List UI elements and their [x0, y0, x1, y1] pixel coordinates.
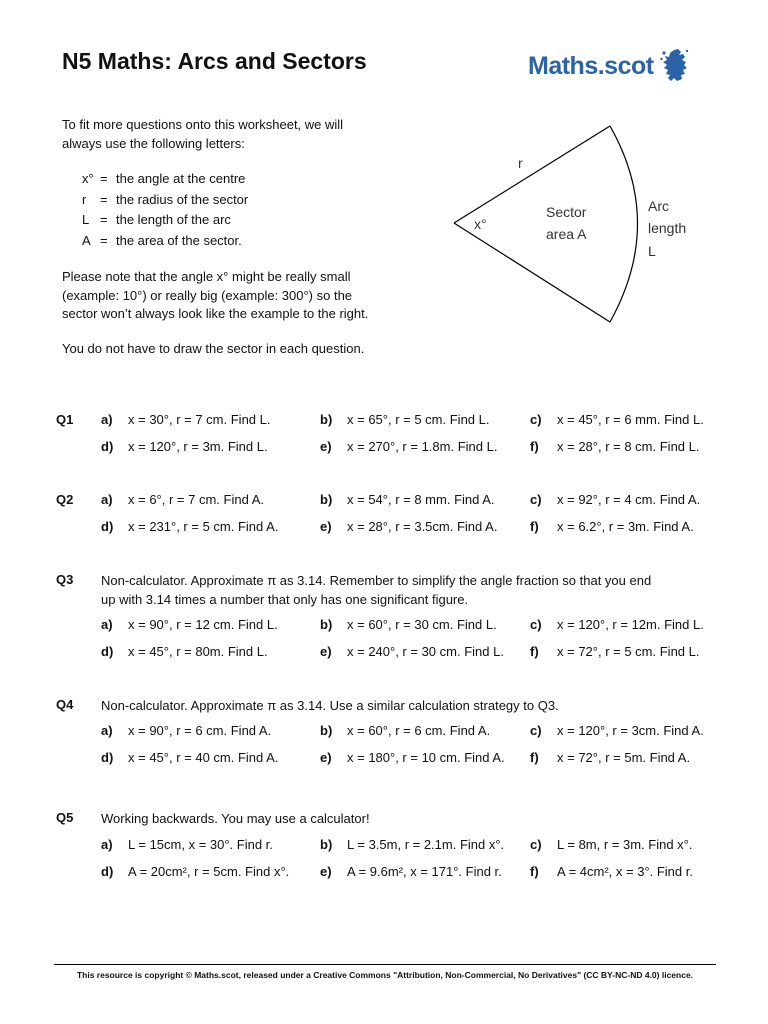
question-part-text: x = 6°, r = 7 cm. Find A.	[128, 492, 264, 507]
definition-symbol: x°	[82, 171, 94, 186]
intro-text	[62, 116, 343, 153]
definition-symbol: A	[82, 232, 91, 248]
question-part-text: x = 92°, r = 4 cm. Find A.	[557, 492, 701, 507]
question-part-label: b)	[320, 617, 333, 632]
arc-label: L	[648, 243, 656, 259]
question-part-label: e)	[320, 519, 332, 534]
question-part-text: x = 120°, r = 12m. Find L.	[557, 617, 704, 632]
note-line: Please note that the angle x° might be really small	[62, 269, 351, 284]
question-instruction: Working backwards. You may use a calculator!	[101, 811, 370, 826]
question-part-label: b)	[320, 837, 333, 852]
question-part-label: f)	[530, 519, 539, 534]
question-part-text: L = 15cm, x = 30°. Find r.	[128, 837, 273, 852]
question-number: Q2	[56, 492, 74, 507]
question-part-label: b)	[320, 723, 333, 738]
question-part-label: d)	[101, 439, 114, 454]
copyright-footer: This resource is copyright © Maths.scot, released under a Creative Commons "Attribution, Non-Commercial, No Derivatives" (CC BY-NC-ND 4.0) licence.	[76, 970, 694, 980]
question-part-text: x = 60°, r = 30 cm. Find L.	[347, 617, 497, 632]
definition-equals: =	[100, 232, 108, 248]
definition-row	[82, 210, 248, 231]
question-number: Q5	[56, 810, 74, 825]
question-part-text: x = 54°, r = 8 mm. Find A.	[347, 492, 495, 507]
intro-line: always use the following letters:	[62, 135, 245, 151]
definition-equals: =	[100, 171, 108, 186]
footer-divider	[54, 964, 716, 965]
question-part-label: c)	[530, 412, 542, 427]
sector-label: Sector	[546, 204, 587, 220]
definition-row	[82, 190, 248, 211]
question-part-text: x = 270°, r = 1.8m. Find L.	[347, 439, 498, 454]
arc-label: Arc	[648, 198, 669, 214]
question-part-text: x = 90°, r = 6 cm. Find A.	[128, 723, 272, 738]
question-part-label: e)	[320, 750, 332, 765]
scotland-map-icon	[660, 48, 690, 84]
question-part-label: e)	[320, 644, 332, 659]
note-line: You do not have to draw the sector in each question.	[62, 341, 365, 356]
question-part-text: x = 120°, r = 3cm. Find A.	[557, 723, 704, 738]
question-part-text: x = 30°, r = 7 cm. Find L.	[128, 412, 271, 427]
question-part-label: f)	[530, 644, 539, 659]
question-part-text: x = 6.2°, r = 3m. Find A.	[557, 519, 694, 534]
question-part-label: d)	[101, 750, 114, 765]
question-instruction: Non-calculator. Approximate π as 3.14. Use a similar calculation strategy to Q3.	[101, 698, 559, 713]
question-instruction: up with 3.14 times a number that only has one significant figure.	[101, 592, 469, 607]
definition-meaning: the area of the sector.	[116, 232, 242, 248]
question-number: Q1	[56, 412, 74, 427]
question-part-text: L = 8m, r = 3m. Find x°.	[557, 837, 693, 852]
definition-meaning: the angle at the centre	[116, 171, 246, 186]
logo-text: Maths.scot	[528, 51, 654, 80]
question-part-text: L = 3.5m, r = 2.1m. Find x°.	[347, 837, 505, 852]
question-part-label: d)	[101, 864, 114, 879]
question-part-label: a)	[101, 617, 113, 632]
note-line: (example: 10°) or really big (example: 300°) so the	[62, 287, 353, 303]
question-part-label: e)	[320, 439, 332, 454]
question-part-text: x = 180°, r = 10 cm. Find A.	[347, 750, 505, 765]
sector-radius-top	[454, 126, 610, 223]
note-text	[62, 268, 412, 324]
question-part-label: a)	[101, 412, 113, 427]
definition-equals: =	[100, 212, 108, 227]
question-part-text: x = 45°, r = 40 cm. Find A.	[128, 750, 279, 765]
question-number: Q4	[56, 697, 74, 712]
question-part-text: A = 4cm², x = 3°. Find r.	[557, 864, 693, 879]
sector-arc	[610, 126, 638, 322]
question-part-label: d)	[101, 644, 114, 659]
maths-scot-logo[interactable]	[528, 48, 690, 84]
question-part-label: c)	[530, 617, 542, 632]
question-part-text: x = 72°, r = 5m. Find A.	[557, 750, 691, 765]
definition-meaning: the length of the arc	[116, 212, 231, 227]
intro-line: To fit more questions onto this worksheet, we will	[62, 117, 344, 132]
question-part-text: x = 28°, r = 8 cm. Find L.	[557, 439, 700, 454]
question-instruction: Non-calculator. Approximate π as 3.14. Remember to simplify the angle fraction so that you end	[101, 573, 652, 588]
question-part-label: c)	[530, 723, 542, 738]
question-part-label: f)	[530, 864, 539, 879]
sector-diagram	[450, 120, 710, 330]
question-part-label: c)	[530, 837, 542, 852]
question-part-label: f)	[530, 439, 539, 454]
question-part-label: b)	[320, 412, 333, 427]
definitions-list	[82, 169, 248, 251]
sector-label: area A	[546, 226, 587, 242]
question-part-label: f)	[530, 750, 539, 765]
question-part-text: x = 231°, r = 5 cm. Find A.	[128, 519, 279, 534]
arc-label: length	[648, 220, 687, 236]
question-part-label: d)	[101, 519, 114, 534]
angle-label: x°	[474, 216, 487, 232]
question-part-text: x = 60°, r = 6 cm. Find A.	[347, 723, 491, 738]
question-part-label: e)	[320, 864, 332, 879]
question-part-text: x = 90°, r = 12 cm. Find L.	[128, 617, 278, 632]
question-part-text: x = 240°, r = 30 cm. Find L.	[347, 644, 504, 659]
question-part-label: b)	[320, 492, 333, 507]
question-part-text: A = 9.6m², x = 171°. Find r.	[347, 864, 502, 879]
question-part-label: a)	[101, 723, 113, 738]
definition-equals: =	[100, 191, 108, 207]
definition-symbol: L	[82, 212, 90, 227]
definition-symbol: r	[82, 191, 87, 207]
question-part-text: A = 20cm², r = 5cm. Find x°.	[128, 864, 290, 879]
question-part-label: a)	[101, 837, 113, 852]
question-part-label: c)	[530, 492, 542, 507]
question-part-text: x = 28°, r = 3.5cm. Find A.	[347, 519, 498, 534]
question-number: Q3	[56, 572, 74, 587]
question-part-label: a)	[101, 492, 113, 507]
question-part-text: x = 45°, r = 80m. Find L.	[128, 644, 268, 659]
question-part-text: x = 45°, r = 6 mm. Find L.	[557, 412, 704, 427]
question-part-text: x = 72°, r = 5 cm. Find L.	[557, 644, 700, 659]
note-line: sector won’t always look like the example to the right.	[62, 306, 369, 321]
definition-meaning: the radius of the sector	[116, 191, 249, 207]
sector-radius-bottom	[454, 223, 610, 322]
question-part-text: x = 65°, r = 5 cm. Find L.	[347, 412, 490, 427]
radius-label: r	[518, 155, 523, 171]
question-part-text: x = 120°, r = 3m. Find L.	[128, 439, 268, 454]
page-title: N5 Maths: Arcs and Sectors	[62, 48, 367, 74]
definition-row	[82, 231, 248, 252]
definition-row	[82, 169, 248, 190]
